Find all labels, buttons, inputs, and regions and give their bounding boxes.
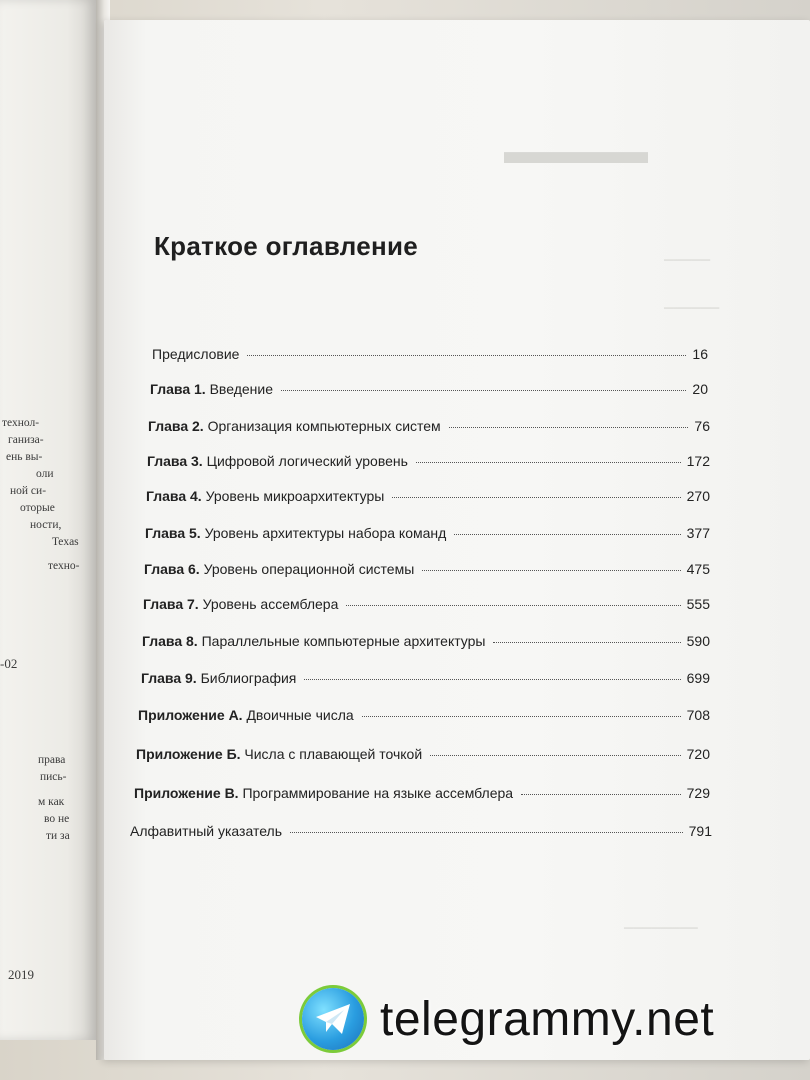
- toc-page-number: 20: [692, 381, 708, 397]
- left-page: [0, 0, 96, 1040]
- dot-leader: [247, 355, 686, 356]
- toc-entry[interactable]: [143, 596, 710, 612]
- left-page-line: м как: [38, 796, 65, 808]
- left-page-line: ень вы-: [6, 451, 43, 463]
- toc-entry-label: Глава 6. Уровень операционной системы: [144, 561, 415, 577]
- toc-entry-label: Алфавитный указатель: [130, 823, 282, 839]
- toc-entry-label: Приложение А. Двоичные числа: [138, 707, 354, 723]
- toc-entry[interactable]: [130, 823, 712, 839]
- toc-page-number: 270: [686, 488, 710, 504]
- dot-leader: [493, 642, 680, 643]
- show-through-text: ────────: [624, 920, 698, 935]
- book-page: [104, 20, 810, 1060]
- dot-leader: [521, 794, 681, 795]
- watermark: [302, 988, 714, 1050]
- dot-leader: [430, 755, 680, 756]
- toc-entry[interactable]: [152, 346, 708, 362]
- toc-entry-label: Глава 7. Уровень ассемблера: [143, 596, 339, 612]
- left-page-line: ной си-: [10, 485, 47, 497]
- dot-leader: [362, 716, 681, 717]
- toc-page-number: 708: [686, 707, 710, 723]
- left-page-line: ганиза-: [8, 434, 44, 446]
- toc-entry[interactable]: [136, 746, 710, 762]
- toc-page-number: 590: [686, 633, 710, 649]
- show-through-text: ──────: [664, 300, 720, 315]
- toc-entry-label: Приложение Б. Числа с плавающей точкой: [136, 746, 423, 762]
- toc-entry[interactable]: [146, 488, 710, 504]
- toc-entry-label: Глава 2. Организация компьютерных систем: [148, 418, 441, 434]
- toc-entry[interactable]: [134, 785, 710, 801]
- left-page-line: ти за: [46, 830, 70, 842]
- toc-page-number: 729: [686, 785, 710, 801]
- toc-page-number: 791: [688, 823, 712, 839]
- dot-leader: [416, 462, 681, 463]
- toc-entry[interactable]: [148, 418, 710, 434]
- toc-entry-label: Глава 5. Уровень архитектуры набора команд: [145, 525, 447, 541]
- left-page-line: оторые: [20, 502, 55, 514]
- show-through-text: ▬▬▬▬: [504, 130, 648, 171]
- toc-entry-label: Глава 9. Библиография: [141, 670, 297, 686]
- left-page-line: ности,: [30, 519, 62, 531]
- dot-leader: [304, 679, 680, 680]
- left-page-line: оли: [36, 468, 54, 480]
- left-page-line: 2019: [8, 967, 34, 982]
- toc-entry[interactable]: [138, 707, 710, 723]
- left-page-line: Texas: [52, 536, 79, 548]
- toc-page-number: 555: [686, 596, 710, 612]
- show-through-text: ─────: [664, 252, 711, 267]
- dot-leader: [346, 605, 680, 606]
- toc-entry-label: Предисловие: [152, 346, 240, 362]
- toc-entry-label: Глава 1. Введение: [150, 381, 273, 397]
- left-page-line: техно-: [48, 560, 80, 572]
- toc-page-number: 699: [686, 670, 710, 686]
- toc-entry[interactable]: [147, 453, 710, 469]
- dot-leader: [281, 390, 686, 391]
- toc-entry[interactable]: [145, 525, 710, 541]
- left-page-line: пись-: [40, 771, 67, 783]
- dot-leader: [290, 832, 683, 833]
- toc-page-number: 720: [686, 746, 710, 762]
- dot-leader: [392, 497, 680, 498]
- paper-plane-icon: [302, 988, 364, 1050]
- watermark-text: telegrammy.net: [380, 992, 715, 1046]
- dot-leader: [454, 534, 680, 535]
- left-page-line: во не: [44, 813, 70, 825]
- left-page-line: права: [38, 754, 66, 766]
- dot-leader: [422, 570, 680, 571]
- toc-entry[interactable]: [142, 633, 710, 649]
- left-page-line: -02: [0, 656, 18, 671]
- toc-entry-label: Приложение В. Программирование на языке ассемблера: [134, 785, 514, 801]
- toc-page-number: 377: [686, 525, 710, 541]
- toc-entry-label: Глава 3. Цифровой логический уровень: [147, 453, 408, 469]
- toc-entry[interactable]: [144, 561, 710, 577]
- toc-page-number: 76: [694, 418, 710, 434]
- toc-entry-label: Глава 8. Параллельные компьютерные архитектуры: [142, 633, 486, 649]
- page-title: Краткое оглавление: [154, 231, 419, 261]
- toc-page-number: 475: [686, 561, 710, 577]
- left-page-line: технол-: [2, 417, 40, 429]
- toc-entry[interactable]: [150, 381, 708, 397]
- dot-leader: [449, 427, 689, 428]
- toc-page-number: 16: [692, 346, 708, 362]
- toc-entry[interactable]: [141, 670, 710, 686]
- toc-entry-label: Глава 4. Уровень микроархитектуры: [146, 488, 385, 504]
- toc-page-number: 172: [686, 453, 710, 469]
